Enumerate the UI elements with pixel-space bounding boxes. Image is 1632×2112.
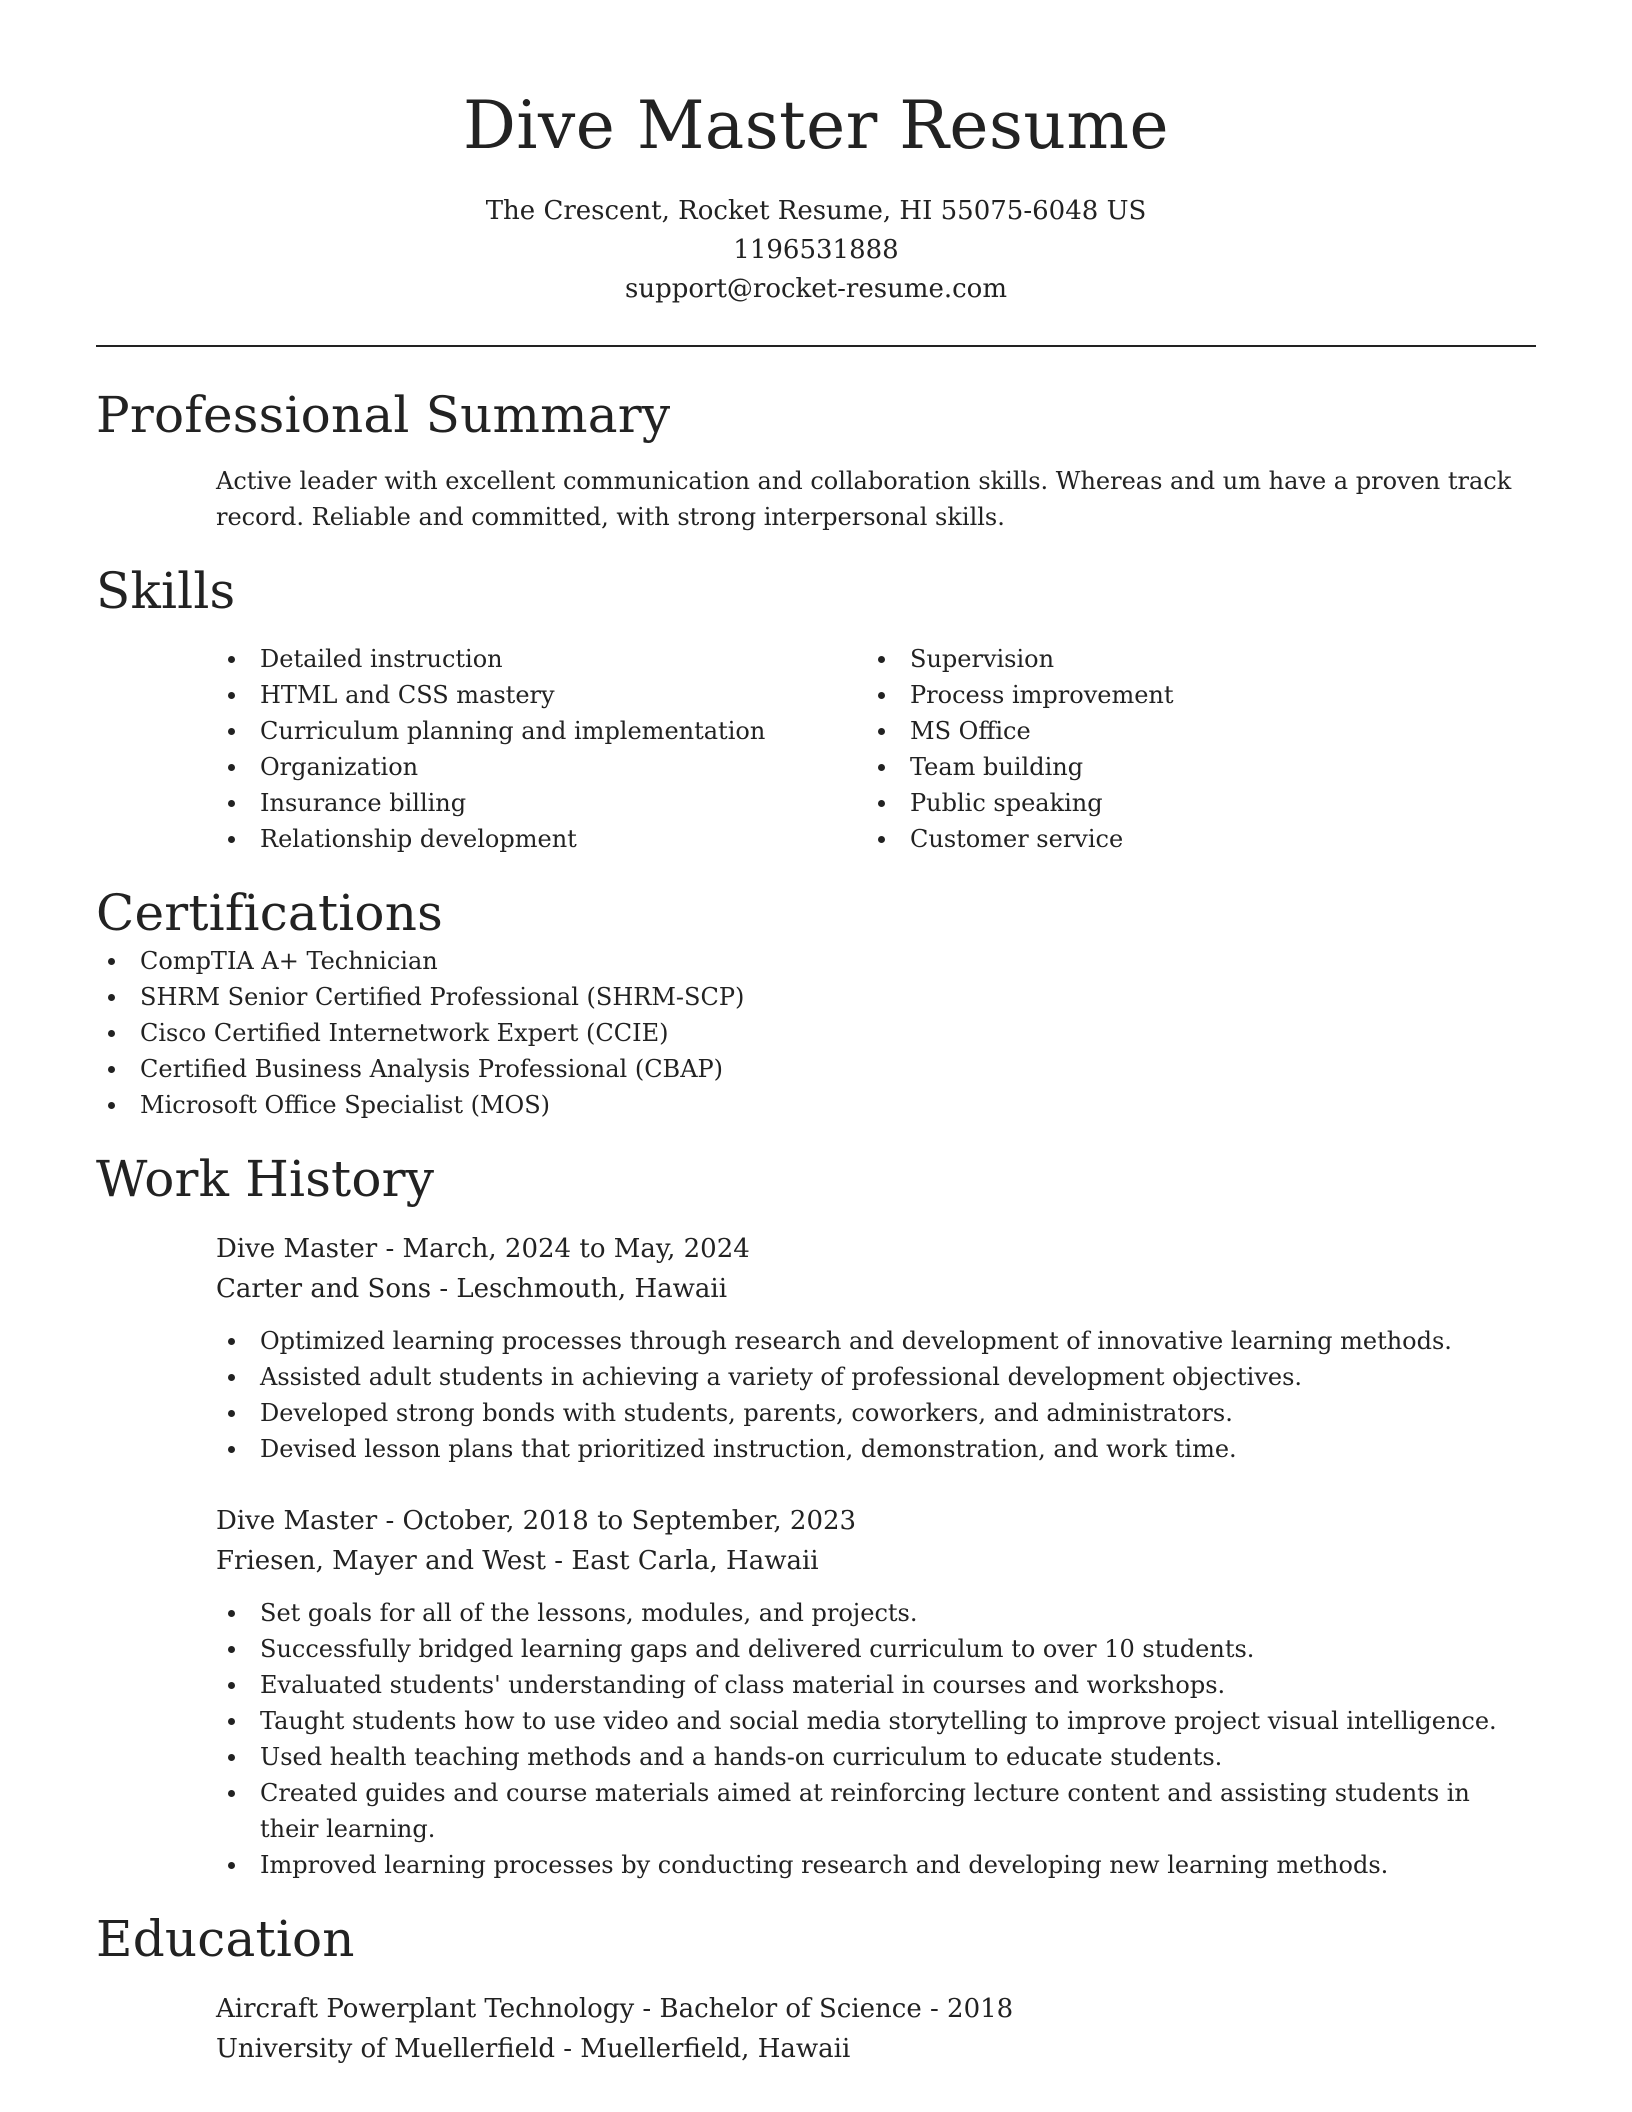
job-duty: Created guides and course materials aimed at reinforcing lecture content and assisting students in their learning.	[216, 1775, 1500, 1847]
skill-item: Insurance billing	[216, 785, 866, 821]
job-duty: Improved learning processes by conducting research and developing new learning methods.	[216, 1847, 1500, 1883]
skills-columns	[216, 641, 1536, 857]
certification-item: Certified Business Analysis Professional (CBAP)	[96, 1051, 1536, 1087]
contact-email: support@rocket-resume.com	[624, 274, 1007, 304]
contact-block	[96, 192, 1536, 309]
education-heading: Education	[96, 1910, 355, 1968]
job-entry	[216, 1501, 1536, 1883]
work-history-heading: Work History	[96, 1150, 435, 1208]
job-title-dates: Dive Master - October, 2018 to September, 2023	[216, 1506, 857, 1536]
resume-page	[96, 0, 1536, 2069]
skills-column-left	[216, 641, 866, 857]
skill-item: Process improvement	[866, 677, 1516, 713]
certification-item: Cisco Certified Internetwork Expert (CCIE)	[96, 1015, 1536, 1051]
certification-item: CompTIA A+ Technician	[96, 943, 1536, 979]
skill-item: Team building	[866, 749, 1516, 785]
contact-address: The Crescent, Rocket Resume, HI 55075-6048 US	[485, 196, 1147, 226]
job-company-location: Friesen, Mayer and West - East Carla, Hawaii	[216, 1546, 819, 1576]
skill-item: Customer service	[866, 821, 1516, 857]
job-duty: Evaluated students' understanding of class material in courses and workshops.	[216, 1667, 1500, 1703]
job-duty: Optimized learning processes through research and development of innovative learning methods.	[216, 1323, 1500, 1359]
summary-section	[96, 385, 1536, 535]
certification-item: SHRM Senior Certified Professional (SHRM-SCP)	[96, 979, 1536, 1015]
job-duty: Set goals for all of the lessons, modules, and projects.	[216, 1595, 1500, 1631]
skills-column-right	[866, 641, 1516, 857]
job-company-location: Carter and Sons - Leschmouth, Hawaii	[216, 1274, 728, 1304]
education-school: University of Muellerfield - Muellerfield, Hawaii	[216, 2034, 851, 2064]
job-duty: Assisted adult students in achieving a variety of professional development objectives.	[216, 1359, 1500, 1395]
certifications-heading: Certifications	[96, 884, 443, 942]
job-duty: Successfully bridged learning gaps and delivered curriculum to over 10 students.	[216, 1631, 1500, 1667]
job-title-dates: Dive Master - March, 2024 to May, 2024	[216, 1234, 750, 1264]
job-duties-list	[216, 1323, 1536, 1467]
contact-phone: 1196531888	[733, 235, 899, 265]
job-entry	[216, 1229, 1536, 1467]
certifications-list	[96, 943, 1536, 1123]
job-duty: Developed strong bonds with students, parents, coworkers, and administrators.	[216, 1395, 1500, 1431]
resume-title: Dive Master Resume	[462, 87, 1170, 164]
skills-section	[96, 561, 1536, 857]
work-history-section	[96, 1149, 1536, 1883]
resume-header	[96, 0, 1536, 309]
skill-item: Organization	[216, 749, 866, 785]
skill-item: Detailed instruction	[216, 641, 866, 677]
summary-text: Active leader with excellent communication and collaboration skills. Whereas and um have a proven track record. Reliable and committed, with strong interpersonal skills.	[216, 467, 1512, 531]
skill-item: Supervision	[866, 641, 1516, 677]
skills-heading: Skills	[96, 562, 236, 620]
job-duty: Used health teaching methods and a hands-on curriculum to educate students.	[216, 1739, 1500, 1775]
job-duties-list	[216, 1595, 1536, 1883]
skill-item: HTML and CSS mastery	[216, 677, 866, 713]
skill-item: Public speaking	[866, 785, 1516, 821]
certification-item: Microsoft Office Specialist (MOS)	[96, 1087, 1536, 1123]
certifications-section	[96, 883, 1536, 1123]
skill-item: Relationship development	[216, 821, 866, 857]
education-entry	[216, 1989, 1536, 2069]
header-divider	[96, 345, 1536, 347]
education-degree: Aircraft Powerplant Technology - Bachelor of Science - 2018	[216, 1994, 1014, 2024]
job-duty: Devised lesson plans that prioritized instruction, demonstration, and work time.	[216, 1431, 1500, 1467]
skill-item: MS Office	[866, 713, 1516, 749]
job-duty: Taught students how to use video and social media storytelling to improve project visual intelligence.	[216, 1703, 1500, 1739]
skill-item: Curriculum planning and implementation	[216, 713, 866, 749]
education-section	[96, 1909, 1536, 2069]
summary-heading: Professional Summary	[96, 386, 671, 444]
